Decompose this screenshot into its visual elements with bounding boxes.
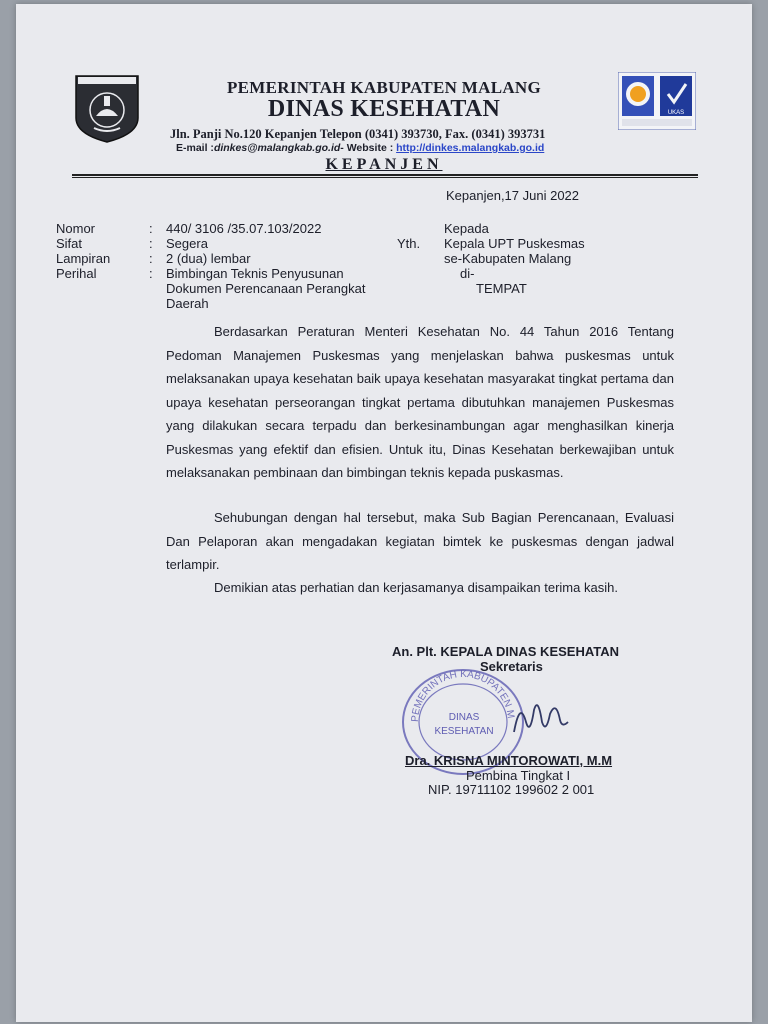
contact-line (176, 142, 544, 154)
body-paragraph-2: Sehubungan dengan hal tersebut, maka Sub Bagian Perencanaan, Evaluasi Dan Pelaporan akan mengadakan kegiatan bimtek ke puskesmas dengan jadwal terlampir. (166, 510, 674, 572)
meta-value-sifat: Segera (166, 236, 208, 251)
letterhead-city: KEPANJEN (325, 156, 443, 173)
stamp-center-line2: KESEHATAN (434, 726, 494, 737)
meta-value-lampiran: 2 (dua) lembar (166, 251, 251, 266)
stamp-ring-text: PEMERINTAH KABUPATEN M (409, 668, 516, 723)
letter-date: Kepanjen,17 Juni 2022 (446, 188, 580, 203)
recipient-kepada: Kepada (444, 221, 489, 236)
website-link[interactable]: http://dinkes.malangkab.go.id (396, 142, 545, 154)
header-rule (72, 174, 698, 176)
signatory-position: Sekretaris (480, 659, 543, 674)
meta-colon: : (149, 266, 153, 281)
email-address: dinkes@malangkab.go.id (213, 142, 341, 154)
government-name: PEMERINTAH KABUPATEN MALANG (226, 78, 542, 97)
body-paragraph-1: Berdasarkan Peraturan Menteri Kesehatan No. 44 Tahun 2016 Tentang Pedoman Manajemen Puskesmas yang menjelaskan bahwa puskesmas untuk melaksanakan upaya kesehatan baik upaya kesehatan masyarakat tingkat pertama dan upaya kesehatan perseorangan tingkat pertama dibutuhkan manajemen Puskesmas yang dilakukan secara terpadu dan berkesinambungan agar menghasilkan kinerja Puskesmas yang efektif dan efisien. Untuk itu, Dinas Kesehatan berkewajiban untuk melaksanakan pembinaan dan bimbingan teknis kepada puskasmas. (166, 324, 674, 480)
meta-value-perihal-cont: Daerah (166, 296, 209, 311)
signatory-rank: Pembina Tingkat I (466, 768, 571, 783)
meta-label-lampiran: Lampiran (56, 251, 111, 266)
stamp-center-line1: DINAS (448, 712, 480, 723)
email-prefix: E-mail : (176, 142, 214, 154)
meta-label-perihal: Perihal (56, 266, 97, 281)
meta-label-nomor: Nomor (56, 221, 96, 236)
meta-colon: : (149, 251, 153, 266)
agency-name: DINAS KESEHATAN (267, 96, 501, 122)
signatory-nip: NIP. 19711102 199602 2 001 (428, 782, 595, 797)
recipient-line2: se-Kabupaten Malang (444, 251, 572, 266)
header-rule-thin (72, 177, 698, 178)
meta-value-perihal-cont: Dokumen Perencanaan Perangkat (166, 281, 366, 296)
agency-address: Jln. Panji No.120 Kepanjen Telepon (0341) 393730, Fax. (0341) 393731 (170, 127, 546, 141)
recipient-di: di- (460, 266, 475, 281)
body-paragraph-3: Demikian atas perhatian dan kerjasamanya disampaikan terima kasih. (214, 580, 618, 595)
recipient-line1: Kepala UPT Puskesmas (444, 236, 585, 251)
meta-label-sifat: Sifat (56, 236, 83, 251)
website-prefix: - Website : (340, 142, 397, 154)
meta-value-perihal: Bimbingan Teknis Penyusunan (166, 266, 344, 281)
meta-colon: : (149, 236, 153, 251)
recipient-tempat: TEMPAT (476, 281, 527, 296)
meta-colon: : (149, 221, 153, 236)
signatory-title: An. Plt. KEPALA DINAS KESEHATAN (392, 644, 620, 659)
signatory-name: Dra. KRISNA MINTOROWATI, M.M (405, 753, 613, 768)
meta-value-nomor: 440/ 3106 /35.07.103/2022 (166, 221, 322, 236)
handwritten-signature (510, 692, 570, 738)
cert-logo-text: UKAS (667, 110, 685, 116)
recipient-yth: Yth. (397, 236, 421, 251)
